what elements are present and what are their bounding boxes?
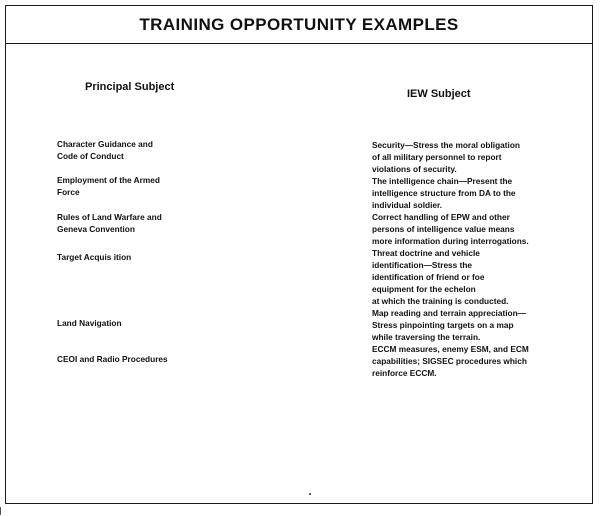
iew-subject-header: IEW Subject [407,88,471,100]
description-line: The intelligence chain—Present the [372,176,513,186]
subject-line: Code of Conduct [57,151,124,161]
subject-line: Rules of Land Warfare and [57,212,162,222]
description-line: reinforce ECCM. [372,368,437,378]
description-line: equipment for the echelon [372,284,476,294]
description-line: Threat doctrine and vehicle [372,248,480,258]
description-line: Stress pinpointing targets on a map [372,320,514,330]
subject-cell [57,174,247,198]
title-bar [6,6,592,44]
subject-line: Character Guidance and [57,139,153,149]
subject-line: Geneva Convention [57,224,135,234]
principal-subject-header: Principal Subject [85,81,175,93]
description-line: at which the training is conducted. [372,296,509,306]
description-line: Security—Stress the moral obligation [372,140,520,150]
description-line: Correct handling of EPW and other [372,212,510,222]
subject-cell [57,138,247,162]
subject-line: Target Acquis ition [57,252,132,262]
description-line: violations of security. [372,164,457,174]
description-cell [372,343,577,379]
description-line: capabilities; SIGSEC procedures which [372,356,527,366]
description-line: of all military personnel to report [372,152,502,162]
description-cell [372,175,577,211]
subject-line: CEOI and Radio Procedures [57,354,168,364]
description-line: identification—Stress the [372,260,473,270]
subject-cell [57,251,247,263]
subject-line: Employment of the Armed [57,175,160,185]
description-line: ECCM measures, enemy ESM, and ECM [372,344,529,354]
subject-cell [57,211,247,235]
scan-speck [309,493,311,495]
description-line: individual soldier. [372,200,443,210]
description-cell [372,139,577,175]
subject-line: Land Navigation [57,318,122,328]
description-line: intelligence structure from DA to the [372,188,516,198]
description-line: more information during interrogations. [372,236,529,246]
scan-edge-mark [0,507,4,515]
subject-cell [57,317,247,329]
description-line: while traversing the terrain. [372,332,481,342]
description-line: persons of intelligence value means [372,224,515,234]
description-line: identification of friend or foe [372,272,485,282]
description-line: Map reading and terrain appreciation— [372,308,526,318]
page-title: TRAINING OPPORTUNITY EXAMPLES [139,14,459,34]
description-cell [372,211,577,247]
subject-cell [57,353,247,365]
description-cell [372,247,577,307]
subject-line: Force [57,187,80,197]
description-cell [372,307,577,343]
